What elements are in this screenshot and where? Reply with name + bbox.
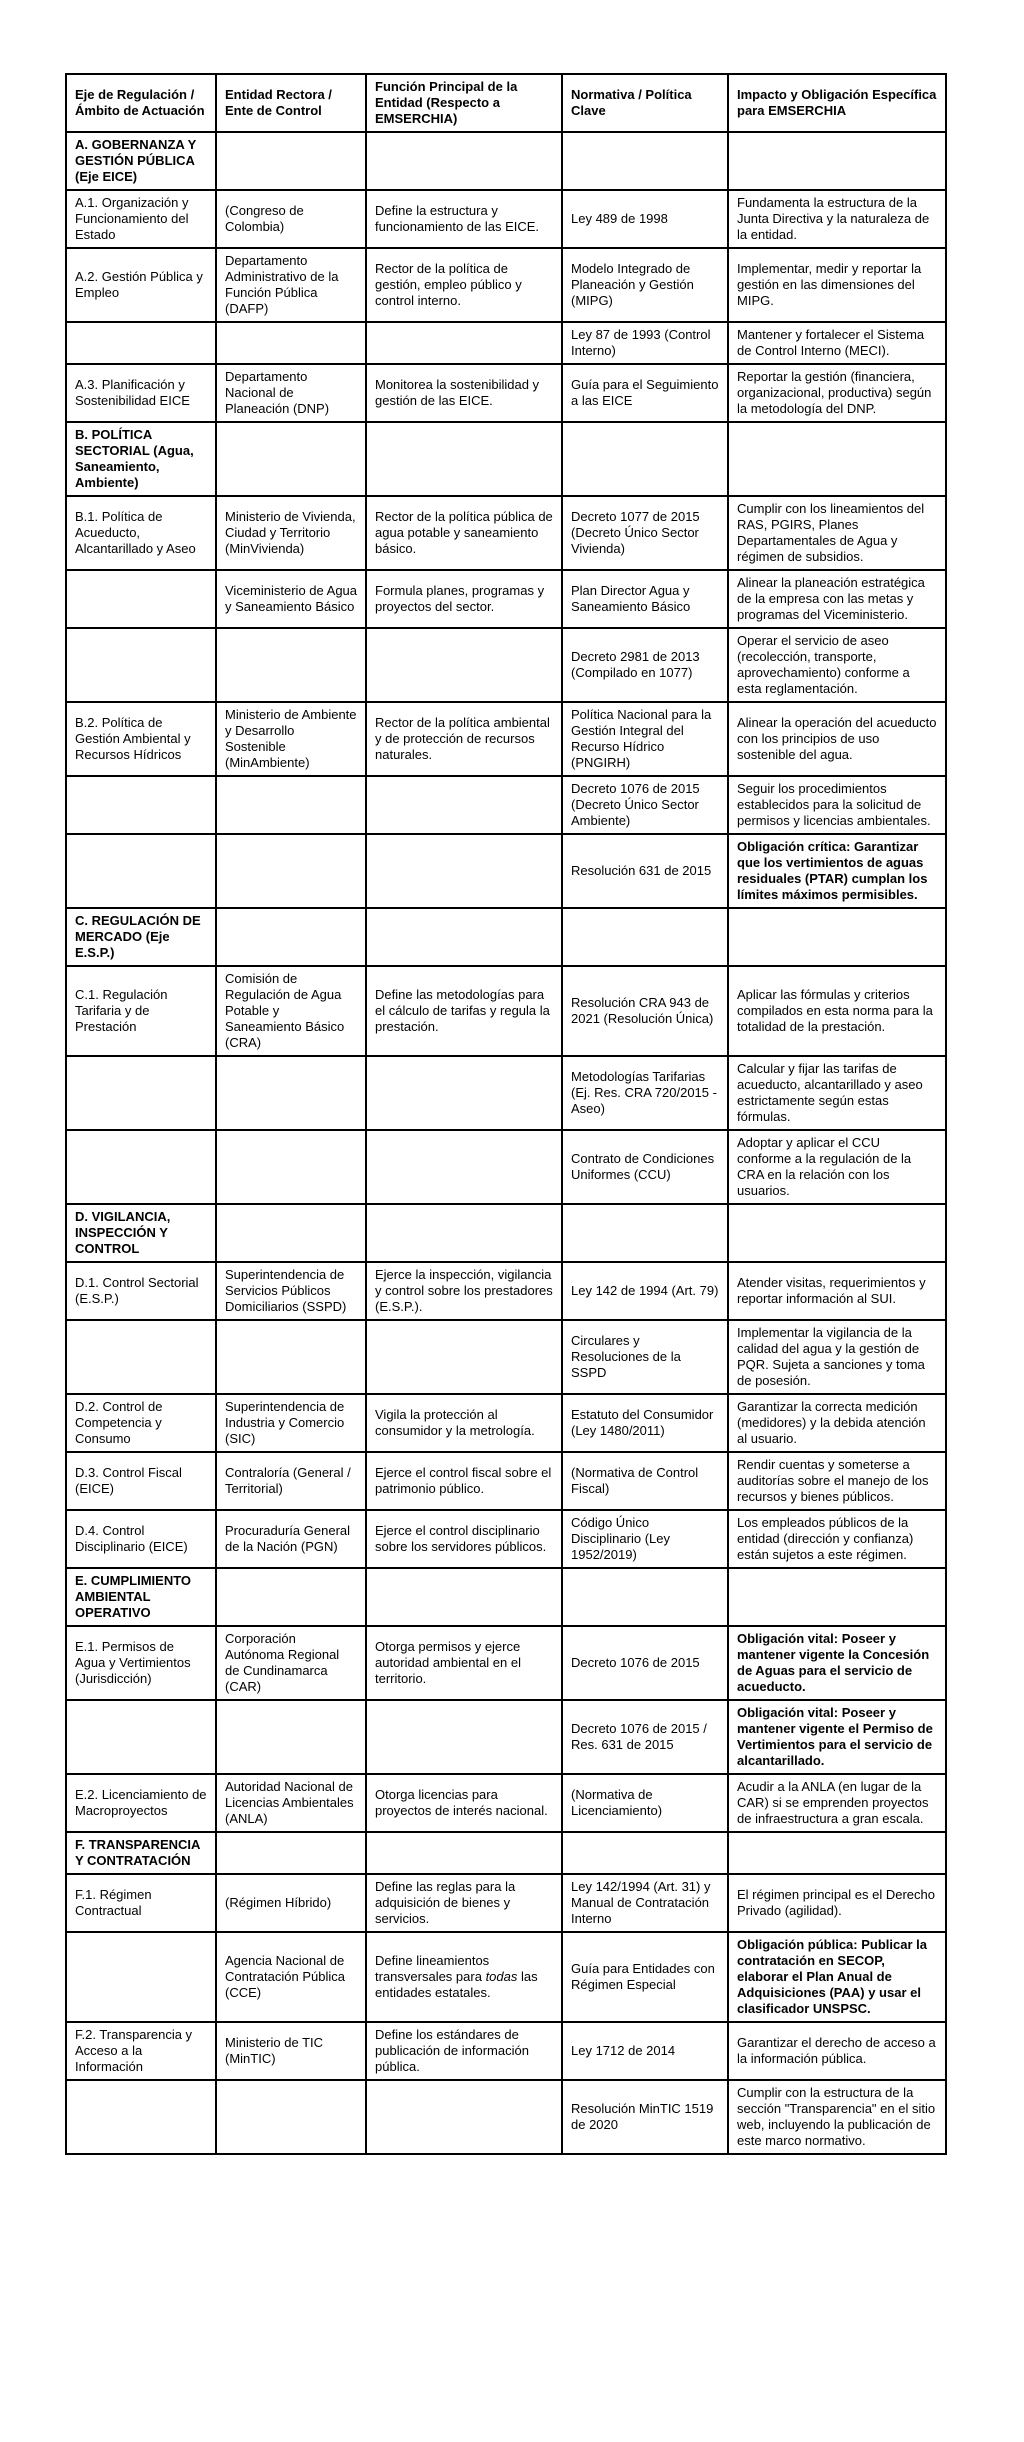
table-cell: Adoptar y aplicar el CCU conforme a la regulación de la CRA en la relación con los usuarios. — [728, 1130, 946, 1204]
table-cell: Autoridad Nacional de Licencias Ambientales (ANLA) — [216, 1774, 366, 1832]
table-cell: Alinear la planeación estratégica de la empresa con las metas y programas del Viceministerio. — [728, 570, 946, 628]
table-cell — [366, 908, 562, 966]
table-cell: E.2. Licenciamiento de Macroproyectos — [66, 1774, 216, 1832]
table-cell: F.1. Régimen Contractual — [66, 1874, 216, 1932]
table-cell: A. GOBERNANZA Y GESTIÓN PÚBLICA (Eje EICE) — [66, 132, 216, 190]
table-row — [66, 966, 946, 1056]
table-cell — [216, 1568, 366, 1626]
table-row — [66, 1452, 946, 1510]
table-cell — [216, 1130, 366, 1204]
table-row — [66, 702, 946, 776]
table-cell: Agencia Nacional de Contratación Pública (CCE) — [216, 1932, 366, 2022]
table-cell — [66, 834, 216, 908]
table-cell: Formula planes, programas y proyectos del sector. — [366, 570, 562, 628]
table-cell — [66, 776, 216, 834]
table-cell — [216, 132, 366, 190]
section-row — [66, 1568, 946, 1626]
table-cell: Contraloría (General / Territorial) — [216, 1452, 366, 1510]
table-cell: (Normativa de Licenciamiento) — [562, 1774, 728, 1832]
table-cell: Decreto 1076 de 2015 / Res. 631 de 2015 — [562, 1700, 728, 1774]
table-cell: Obligación crítica: Garantizar que los vertimientos de aguas residuales (PTAR) cumplan los límites máximos permisibles. — [728, 834, 946, 908]
table-cell: D.1. Control Sectorial (E.S.P.) — [66, 1262, 216, 1320]
table-cell — [216, 1320, 366, 1394]
table-cell: Ejerce el control disciplinario sobre los servidores públicos. — [366, 1510, 562, 1568]
table-cell: Otorga permisos y ejerce autoridad ambiental en el territorio. — [366, 1626, 562, 1700]
table-cell: Define los estándares de publicación de información pública. — [366, 2022, 562, 2080]
table-cell — [366, 2080, 562, 2154]
table-cell: Rector de la política ambiental y de protección de recursos naturales. — [366, 702, 562, 776]
table-row — [66, 364, 946, 422]
table-row — [66, 1626, 946, 1700]
table-row — [66, 776, 946, 834]
table-row — [66, 1056, 946, 1130]
table-cell: F.2. Transparencia y Acceso a la Información — [66, 2022, 216, 2080]
table-cell — [366, 776, 562, 834]
table-cell: Guía para Entidades con Régimen Especial — [562, 1932, 728, 2022]
table-cell — [216, 834, 366, 908]
table-cell — [562, 1832, 728, 1874]
table-cell: Departamento Nacional de Planeación (DNP) — [216, 364, 366, 422]
table-cell: Decreto 1077 de 2015 (Decreto Único Sector Vivienda) — [562, 496, 728, 570]
table-cell: Atender visitas, requerimientos y reportar información al SUI. — [728, 1262, 946, 1320]
table-cell: D.2. Control de Competencia y Consumo — [66, 1394, 216, 1452]
table-cell: E. CUMPLIMIENTO AMBIENTAL OPERATIVO — [66, 1568, 216, 1626]
table-cell — [728, 1204, 946, 1262]
table-cell — [562, 422, 728, 496]
table-cell: Resolución MinTIC 1519 de 2020 — [562, 2080, 728, 2154]
table-cell: Implementar la vigilancia de la calidad del agua y la gestión de PQR. Sujeta a sanciones y toma de posesión. — [728, 1320, 946, 1394]
table-cell — [66, 1700, 216, 1774]
table-cell — [366, 1204, 562, 1262]
column-header-entidad: Entidad Rectora / Ente de Control — [216, 74, 366, 132]
table-cell: A.3. Planificación y Sostenibilidad EICE — [66, 364, 216, 422]
table-cell: Guía para el Seguimiento a las EICE — [562, 364, 728, 422]
table-cell: Implementar, medir y reportar la gestión en las dimensiones del MIPG. — [728, 248, 946, 322]
section-row — [66, 1204, 946, 1262]
table-header-row — [66, 74, 946, 132]
table-cell — [366, 1568, 562, 1626]
table-cell: A.2. Gestión Pública y Empleo — [66, 248, 216, 322]
table-cell: Vigila la protección al consumidor y la metrología. — [366, 1394, 562, 1452]
table-cell — [66, 570, 216, 628]
table-cell: (Congreso de Colombia) — [216, 190, 366, 248]
table-cell: Obligación vital: Poseer y mantener vigente la Concesión de Aguas para el servicio de acueducto. — [728, 1626, 946, 1700]
table-cell: Define las reglas para la adquisición de bienes y servicios. — [366, 1874, 562, 1932]
table-cell: Acudir a la ANLA (en lugar de la CAR) si se emprenden proyectos de infraestructura a gran escala. — [728, 1774, 946, 1832]
table-cell: Plan Director Agua y Saneamiento Básico — [562, 570, 728, 628]
table-cell: Ejerce el control fiscal sobre el patrimonio público. — [366, 1452, 562, 1510]
table-cell: Modelo Integrado de Planeación y Gestión (MIPG) — [562, 248, 728, 322]
section-row — [66, 422, 946, 496]
table-cell: D.4. Control Disciplinario (EICE) — [66, 1510, 216, 1568]
table-cell — [366, 628, 562, 702]
table-row — [66, 2022, 946, 2080]
table-cell: Ley 87 de 1993 (Control Interno) — [562, 322, 728, 364]
table-cell: Calcular y fijar las tarifas de acueducto, alcantarillado y aseo estrictamente según estas fórmulas. — [728, 1056, 946, 1130]
table-cell: D. VIGILANCIA, INSPECCIÓN Y CONTROL — [66, 1204, 216, 1262]
table-row — [66, 1700, 946, 1774]
table-cell: A.1. Organización y Funcionamiento del Estado — [66, 190, 216, 248]
table-cell: Rector de la política pública de agua potable y saneamiento básico. — [366, 496, 562, 570]
table-cell: Seguir los procedimientos establecidos para la solicitud de permisos y licencias ambientales. — [728, 776, 946, 834]
table-cell: Decreto 1076 de 2015 — [562, 1626, 728, 1700]
table-row — [66, 322, 946, 364]
table-cell — [562, 132, 728, 190]
table-cell: Define lineamientos transversales para todas las entidades estatales. — [366, 1932, 562, 2022]
table-cell: Código Único Disciplinario (Ley 1952/2019) — [562, 1510, 728, 1568]
table-cell: Contrato de Condiciones Uniformes (CCU) — [562, 1130, 728, 1204]
table-cell — [66, 1056, 216, 1130]
table-cell: Superintendencia de Industria y Comercio (SIC) — [216, 1394, 366, 1452]
table-cell: B. POLÍTICA SECTORIAL (Agua, Saneamiento, Ambiente) — [66, 422, 216, 496]
table-cell — [66, 2080, 216, 2154]
table-cell: Comisión de Regulación de Agua Potable y Saneamiento Básico (CRA) — [216, 966, 366, 1056]
table-cell — [728, 1568, 946, 1626]
table-cell: Rector de la política de gestión, empleo público y control interno. — [366, 248, 562, 322]
table-cell — [216, 628, 366, 702]
column-header-funcion: Función Principal de la Entidad (Respecto a EMSERCHIA) — [366, 74, 562, 132]
table-cell: Viceministerio de Agua y Saneamiento Básico — [216, 570, 366, 628]
table-row — [66, 1510, 946, 1568]
table-row — [66, 628, 946, 702]
table-cell: Define las metodologías para el cálculo de tarifas y regula la prestación. — [366, 966, 562, 1056]
table-cell: Cumplir con los lineamientos del RAS, PGIRS, Planes Departamentales de Agua y régimen de subsidios. — [728, 496, 946, 570]
table-row — [66, 1774, 946, 1832]
table-cell — [366, 1700, 562, 1774]
table-cell — [366, 1130, 562, 1204]
table-cell: Garantizar la correcta medición (medidores) y la debida atención al usuario. — [728, 1394, 946, 1452]
table-cell: E.1. Permisos de Agua y Vertimientos (Jurisdicción) — [66, 1626, 216, 1700]
regulatory-table — [65, 73, 947, 2155]
table-cell — [66, 628, 216, 702]
table-cell — [216, 776, 366, 834]
table-cell: Obligación vital: Poseer y mantener vigente el Permiso de Vertimientos para el servicio de alcantarillado. — [728, 1700, 946, 1774]
table-row — [66, 570, 946, 628]
table-row — [66, 1932, 946, 2022]
table-cell — [216, 422, 366, 496]
table-cell: Circulares y Resoluciones de la SSPD — [562, 1320, 728, 1394]
table-cell: Decreto 1076 de 2015 (Decreto Único Sector Ambiente) — [562, 776, 728, 834]
table-cell: Ministerio de Vivienda, Ciudad y Territorio (MinVivienda) — [216, 496, 366, 570]
table-cell: Superintendencia de Servicios Públicos Domiciliarios (SSPD) — [216, 1262, 366, 1320]
table-cell: Garantizar el derecho de acceso a la información pública. — [728, 2022, 946, 2080]
table-cell: Reportar la gestión (financiera, organizacional, productiva) según la metodología del DNP. — [728, 364, 946, 422]
table-cell: Ejerce la inspección, vigilancia y control sobre los prestadores (E.S.P.). — [366, 1262, 562, 1320]
table-cell: Política Nacional para la Gestión Integral del Recurso Hídrico (PNGIRH) — [562, 702, 728, 776]
table-cell: Monitorea la sostenibilidad y gestión de las EICE. — [366, 364, 562, 422]
table-cell: Cumplir con la estructura de la sección "Transparencia" en el sitio web, incluyendo la publicación de este marco normativo. — [728, 2080, 946, 2154]
table-cell: Ministerio de Ambiente y Desarrollo Sostenible (MinAmbiente) — [216, 702, 366, 776]
table-cell: Rendir cuentas y someterse a auditorías sobre el manejo de los recursos y bienes públicos. — [728, 1452, 946, 1510]
section-row — [66, 1832, 946, 1874]
table-cell — [728, 1832, 946, 1874]
table-cell: Departamento Administrativo de la Función Pública (DAFP) — [216, 248, 366, 322]
table-cell: (Régimen Híbrido) — [216, 1874, 366, 1932]
table-cell — [216, 1056, 366, 1130]
table-cell: Ministerio de TIC (MinTIC) — [216, 2022, 366, 2080]
table-cell: Ley 489 de 1998 — [562, 190, 728, 248]
section-row — [66, 908, 946, 966]
table-cell — [366, 1056, 562, 1130]
table-cell: D.3. Control Fiscal (EICE) — [66, 1452, 216, 1510]
table-body — [66, 132, 946, 2154]
table-cell: Ley 1712 de 2014 — [562, 2022, 728, 2080]
table-cell: C.1. Regulación Tarifaria y de Prestación — [66, 966, 216, 1056]
section-row — [66, 132, 946, 190]
table-row — [66, 1320, 946, 1394]
table-cell: Otorga licencias para proyectos de interés nacional. — [366, 1774, 562, 1832]
table-row — [66, 1130, 946, 1204]
table-cell: B.1. Política de Acueducto, Alcantarillado y Aseo — [66, 496, 216, 570]
table-cell: B.2. Política de Gestión Ambiental y Recursos Hídricos — [66, 702, 216, 776]
table-cell — [216, 1700, 366, 1774]
table-cell — [366, 422, 562, 496]
table-cell — [216, 1204, 366, 1262]
column-header-impacto: Impacto y Obligación Específica para EMSERCHIA — [728, 74, 946, 132]
column-header-normativa: Normativa / Política Clave — [562, 74, 728, 132]
table-cell — [366, 834, 562, 908]
table-cell: Alinear la operación del acueducto con los principios de uso sostenible del agua. — [728, 702, 946, 776]
table-cell: Metodologías Tarifarias (Ej. Res. CRA 720/2015 - Aseo) — [562, 1056, 728, 1130]
column-header-eje: Eje de Regulación / Ámbito de Actuación — [66, 74, 216, 132]
table-cell: Ley 142 de 1994 (Art. 79) — [562, 1262, 728, 1320]
table-cell — [366, 1320, 562, 1394]
table-cell: Obligación pública: Publicar la contratación en SECOP, elaborar el Plan Anual de Adquisiciones (PAA) y usar el clasificador UNSPSC. — [728, 1932, 946, 2022]
table-cell — [562, 908, 728, 966]
table-cell — [216, 322, 366, 364]
table-cell: Fundamenta la estructura de la Junta Directiva y la naturaleza de la entidad. — [728, 190, 946, 248]
table-cell — [366, 132, 562, 190]
table-cell: Aplicar las fórmulas y criterios compilados en esta norma para la totalidad de la prestación. — [728, 966, 946, 1056]
table-cell — [562, 1204, 728, 1262]
table-cell — [66, 1932, 216, 2022]
table-row — [66, 496, 946, 570]
table-row — [66, 190, 946, 248]
table-cell — [562, 1568, 728, 1626]
table-row — [66, 834, 946, 908]
table-cell — [216, 908, 366, 966]
table-cell — [366, 322, 562, 364]
table-cell: Resolución CRA 943 de 2021 (Resolución Única) — [562, 966, 728, 1056]
table-row — [66, 248, 946, 322]
table-cell: F. TRANSPARENCIA Y CONTRATACIÓN — [66, 1832, 216, 1874]
table-cell — [728, 132, 946, 190]
table-cell: Ley 142/1994 (Art. 31) y Manual de Contratación Interno — [562, 1874, 728, 1932]
table-row — [66, 1874, 946, 1932]
table-cell: Corporación Autónoma Regional de Cundinamarca (CAR) — [216, 1626, 366, 1700]
table-cell: Estatuto del Consumidor (Ley 1480/2011) — [562, 1394, 728, 1452]
table-cell — [366, 1832, 562, 1874]
table-cell — [728, 908, 946, 966]
table-cell — [728, 422, 946, 496]
table-cell: Decreto 2981 de 2013 (Compilado en 1077) — [562, 628, 728, 702]
table-cell — [216, 2080, 366, 2154]
table-cell — [66, 1320, 216, 1394]
table-cell: El régimen principal es el Derecho Privado (agilidad). — [728, 1874, 946, 1932]
table-cell: Mantener y fortalecer el Sistema de Control Interno (MECI). — [728, 322, 946, 364]
table-row — [66, 2080, 946, 2154]
table-cell: C. REGULACIÓN DE MERCADO (Eje E.S.P.) — [66, 908, 216, 966]
table-cell: (Normativa de Control Fiscal) — [562, 1452, 728, 1510]
table-cell: Operar el servicio de aseo (recolección, transporte, aprovechamiento) conforme a esta reglamentación. — [728, 628, 946, 702]
table-cell: Los empleados públicos de la entidad (dirección y confianza) están sujetos a este régimen. — [728, 1510, 946, 1568]
table-cell — [66, 1130, 216, 1204]
table-cell: Resolución 631 de 2015 — [562, 834, 728, 908]
table-cell: Define la estructura y funcionamiento de las EICE. — [366, 190, 562, 248]
table-row — [66, 1262, 946, 1320]
table-row — [66, 1394, 946, 1452]
table-cell: Procuraduría General de la Nación (PGN) — [216, 1510, 366, 1568]
table-cell — [66, 322, 216, 364]
table-cell — [216, 1832, 366, 1874]
